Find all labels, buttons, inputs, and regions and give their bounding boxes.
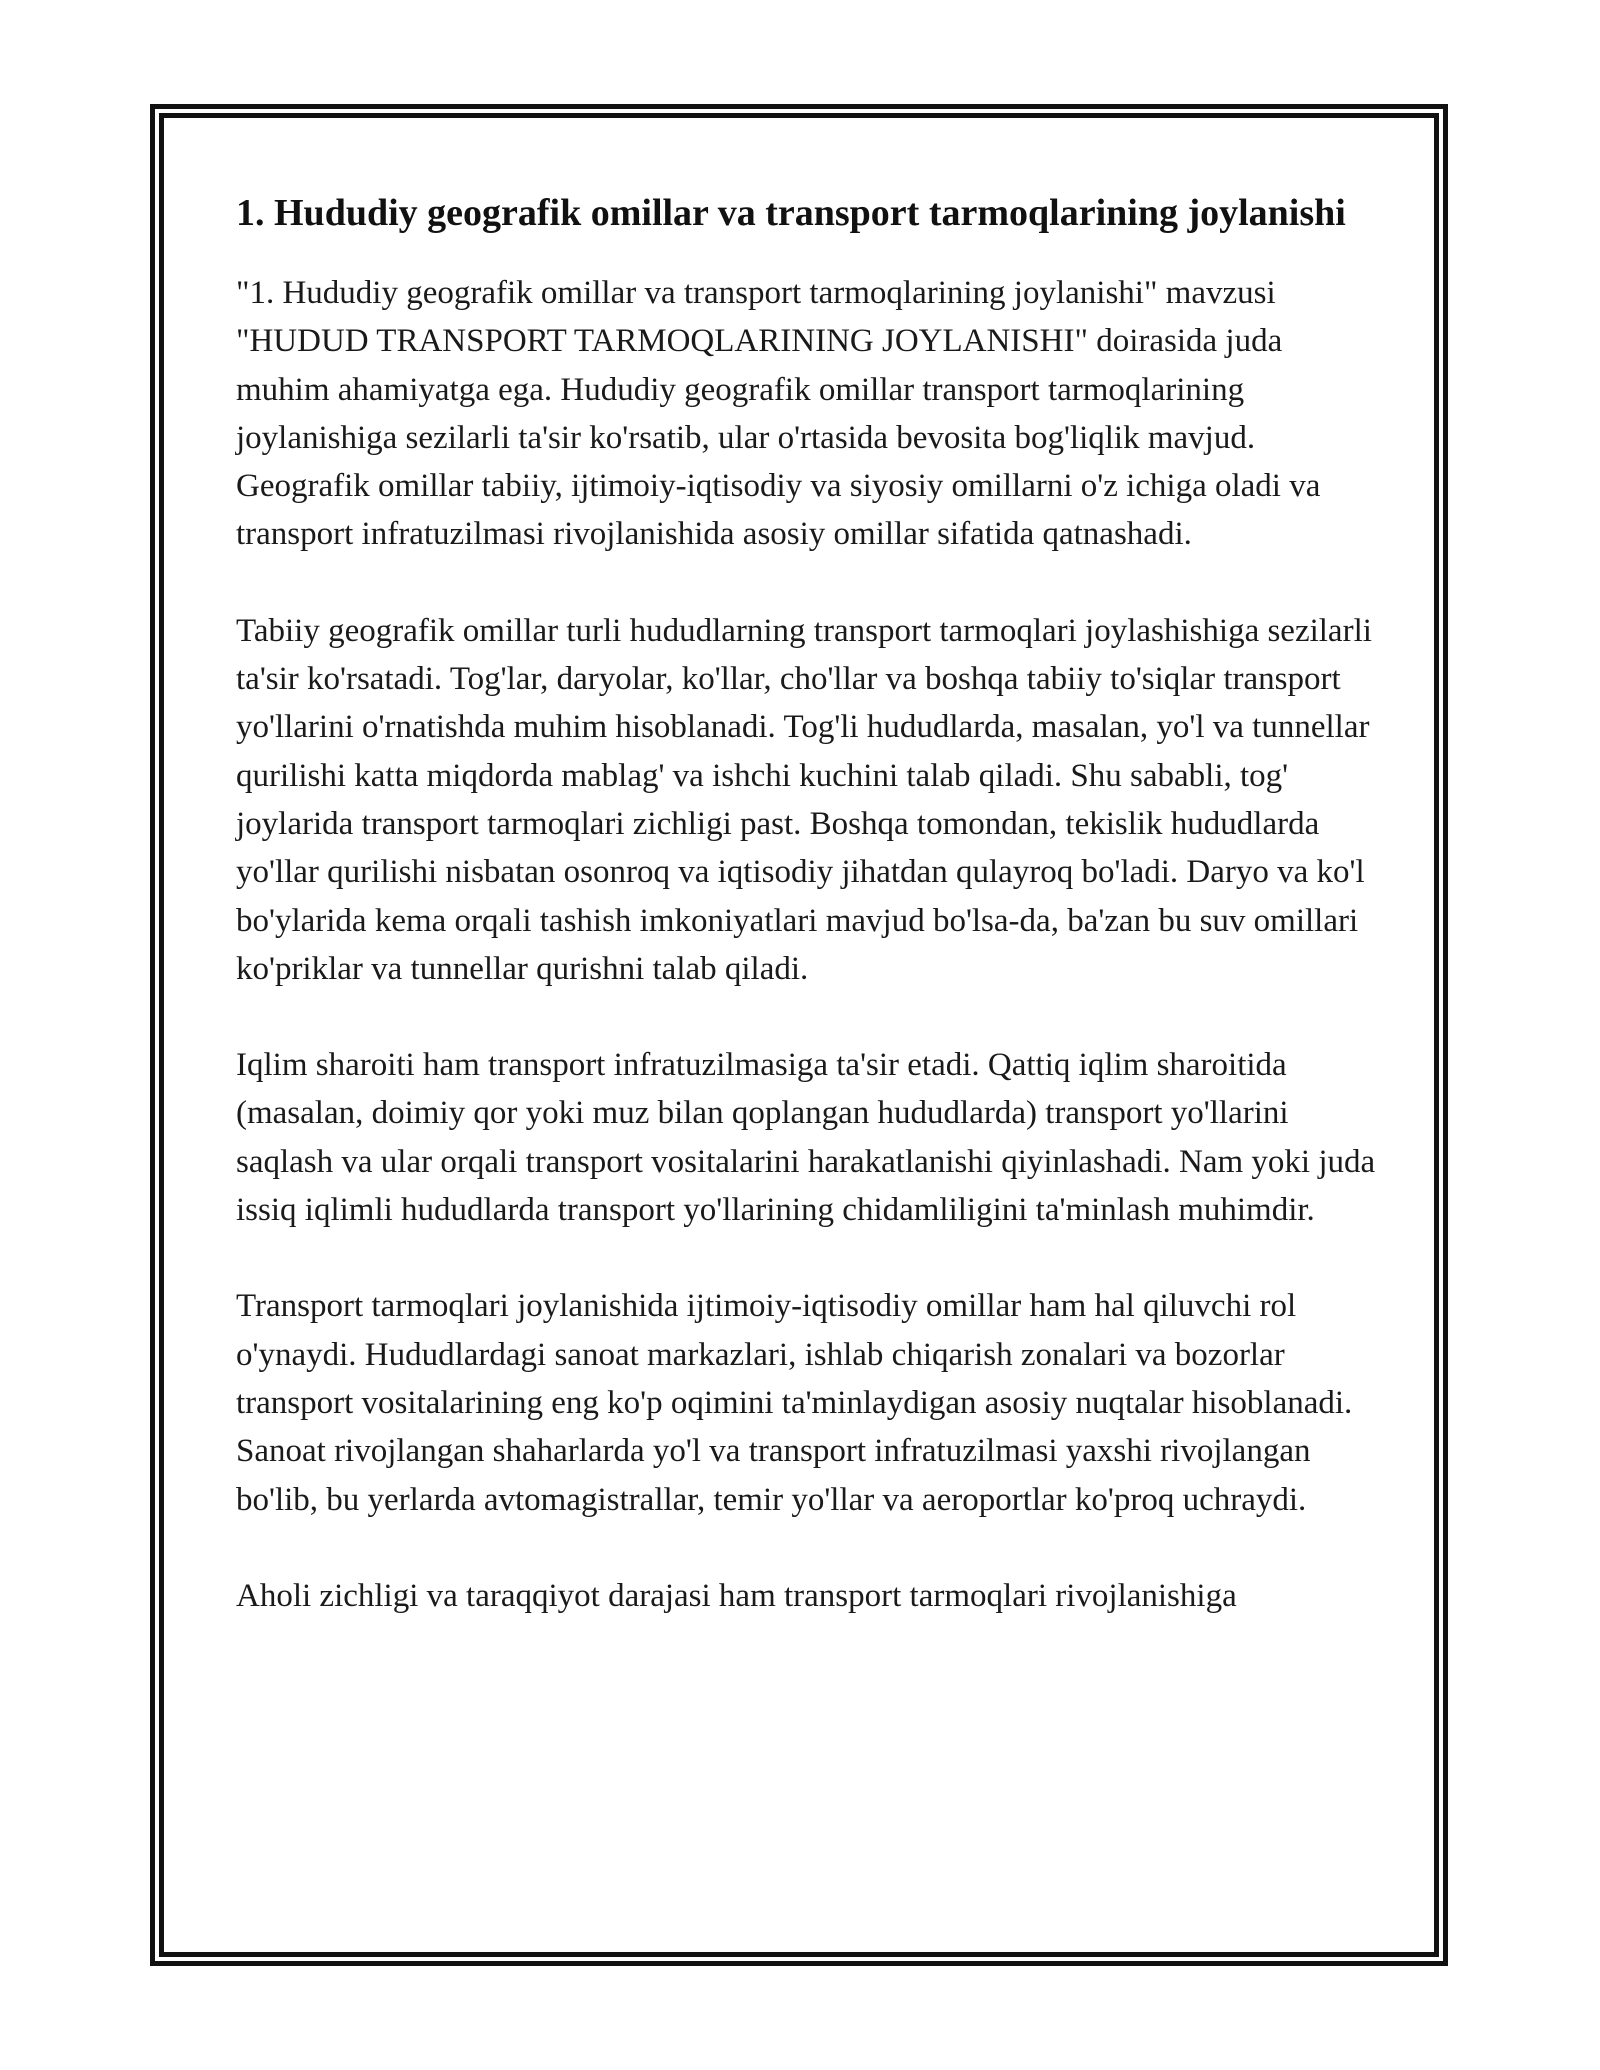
document-body (236, 185, 1376, 1668)
paragraph-5: Aholi zichligi va taraqqiyot darajasi ham transport tarmoqlari rivojlanishiga (236, 1577, 1237, 1614)
paragraph-4: Transport tarmoqlari joylanishida ijtimoiy-iqtisodiy omillar ham hal qiluvchi rol o'ynaydi. Hududlardagi sanoat markazlari, ishlab chiqarish zonalari va bozorlar transport vositalarining eng ko'p oqimini ta'minlaydigan asosiy nuqtalar hisoblanadi. Sanoat rivojlangan shaharlarda yo'l va transport infratuzilmasi yaxshi rivojlangan bo'lib, bu yerlarda avtomagistrallar, temir yo'llar va aeroportlar ko'proq uchraydi. (236, 1288, 1353, 1518)
paragraph-3: Iqlim sharoiti ham transport infratuzilmasiga ta'sir etadi. Qattiq iqlim sharoitida (masalan, doimiy qor yoki muz bilan qoplangan hududlarda) transport yo'llarini saqlash va ular orqali transport vositalarini harakatlanishi qiyinlashadi. Nam yoki juda issiq iqlimli hududlarda transport yo'llarining chidamliligini ta'minlash muhimdir. (236, 1047, 1376, 1229)
section-heading: 1. Hududiy geografik omillar va transport tarmoqlarining joylanishi (236, 192, 1346, 234)
paragraph-1: "1. Hududiy geografik omillar va transport tarmoqlarining joylanishi" mavzusi "HUDUD TRANSPORT TARMOQLARINING JOYLANISHI" doirasida juda muhim ahamiyatga ega. Hududiy geografik omillar transport tarmoqlarining joylanishiga sezilarli ta'sir ko'rsatib, ular o'rtasida bevosita bog'liqlik mavjud. Geografik omillar tabiiy, ijtimoiy-iqtisodiy va siyosiy omillarni o'z ichiga oladi va transport infratuzilmasi rivojlanishida asosiy omillar sifatida qatnashadi. (236, 275, 1321, 553)
paragraph-2: Tabiiy geografik omillar turli hududlarning transport tarmoqlari joylashishiga sezilarli ta'sir ko'rsatadi. Tog'lar, daryolar, ko'llar, cho'llar va boshqa tabiiy to'siqlar transport yo'llarini o'rnatishda muhim hisoblanadi. Tog'li hududlarda, masalan, yo'l va tunnellar qurilishi katta miqdorda mablag' va ishchi kuchini talab qiladi. Shu sababli, tog' joylarida transport tarmoqlari zichligi past. Boshqa tomondan, tekislik hududlarda yo'llar qurilishi nisbatan osonroq va iqtisodiy jihatdan qulayroq bo'ladi. Daryo va ko'l bo'ylarida kema orqali tashish imkoniyatlari mavjud bo'lsa-da, ba'zan bu suv omillari ko'priklar va tunnellar qurishni talab qiladi. (236, 612, 1372, 987)
